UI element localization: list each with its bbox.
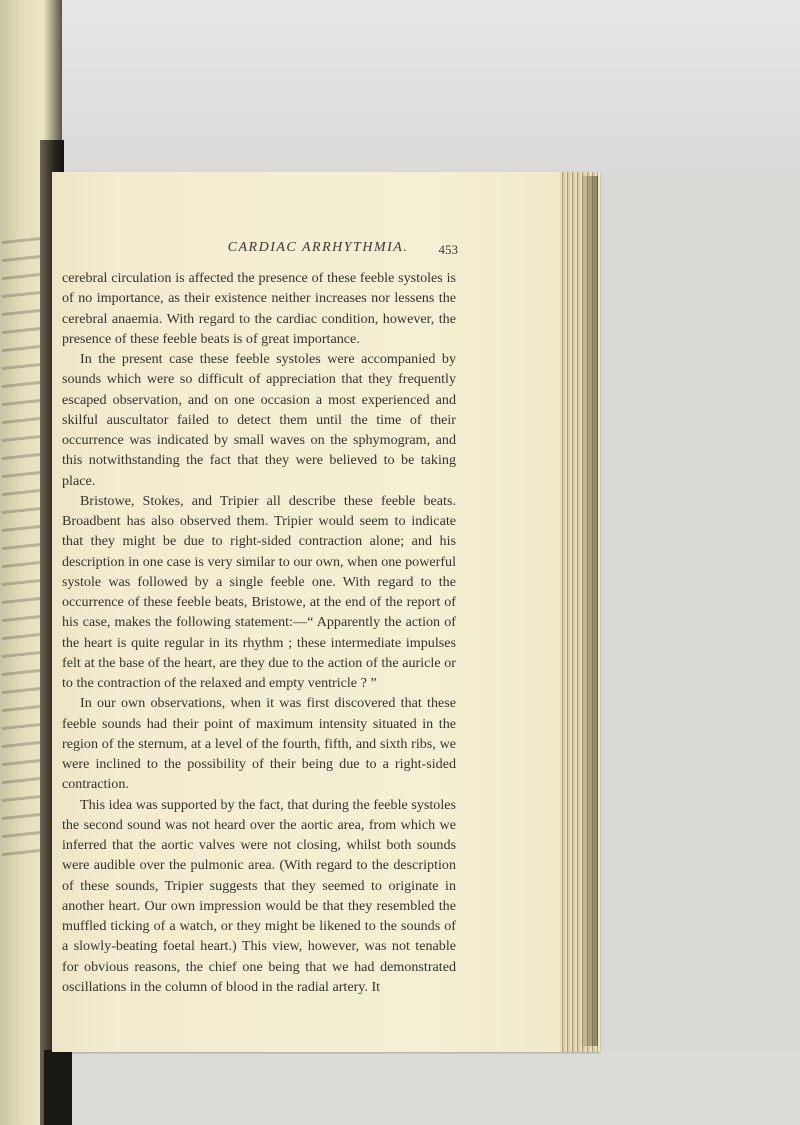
paragraph: cerebral circulation is affected the presence of these feeble systoles is of no importance, as their existence neither increases nor lessens the cerebral anaemia. With regard to the cardiac condition, however, the presence of these feeble beats is of great importance. [62,270,456,347]
scanner-background-top [0,0,800,175]
scanner-background-bottom [0,1050,800,1125]
paragraph: Bristowe, Stokes, and Tripier all describe these feeble beats. Broadbent has also observed them. Tripier would seem to indicate that they might be due to right-sided contraction alone; and his description in one case is very similar to our own, when one powerful systole was followed by a single feeble one. With regard to the occurrence of these feeble beats, Bristowe, at the end of the report of his case, makes the following statement:—“ Apparently the action of the heart is quite regular in its rhythm ; these intermediate impulses felt at the base of the heart, are they due to the action of the auricle or to the contraction of the relaxed and empty ventricle ? ” [62,492,456,691]
page-edges-shadow [582,176,598,1046]
running-head: CARDIAC ARRHYTHMIA. [227,240,409,255]
paragraph: In the present case these feeble systoles were accompanied by sounds which were so difficult of appreciation that they frequently escaped observation, and on one occasion a most experienced and skilful auscultator failed to detect them until the time of their occurrence was indicated by small waves on the sphymogram, and this notwithstanding the fact that they were believed to be taking place. [62,351,456,489]
binding-shadow [44,1050,72,1125]
paragraph: In our own observations, when it was first discovered that these feeble sounds had their point of maximum intensity situated in the region of the sternum, at a level of the fourth, fifth, and sixth ribs, we were inclined to the possibility of their being due to a right-sided contraction. [62,695,456,793]
page-body-text [62,268,456,997]
paragraph: This idea was supported by the fact, that during the feeble systoles the second sound was not heard over the aortic area, from which we inferred that the aortic valves were not closing, whilst both sounds were audible over the pulmonic area. (With regard to the description of these sounds, Tripier suggests that they seemed to originate in another heart. Our own impression would be that they resembled the muffled ticking of a watch, or they might be likened to the sounds of a slowly-beating foetal heart.) This view, however, was not tenable for obvious reasons, the chief one being that we had demonstrated oscillations in the column of blood in the radial artery. It [62,796,456,995]
page-number: 453 [438,242,458,257]
